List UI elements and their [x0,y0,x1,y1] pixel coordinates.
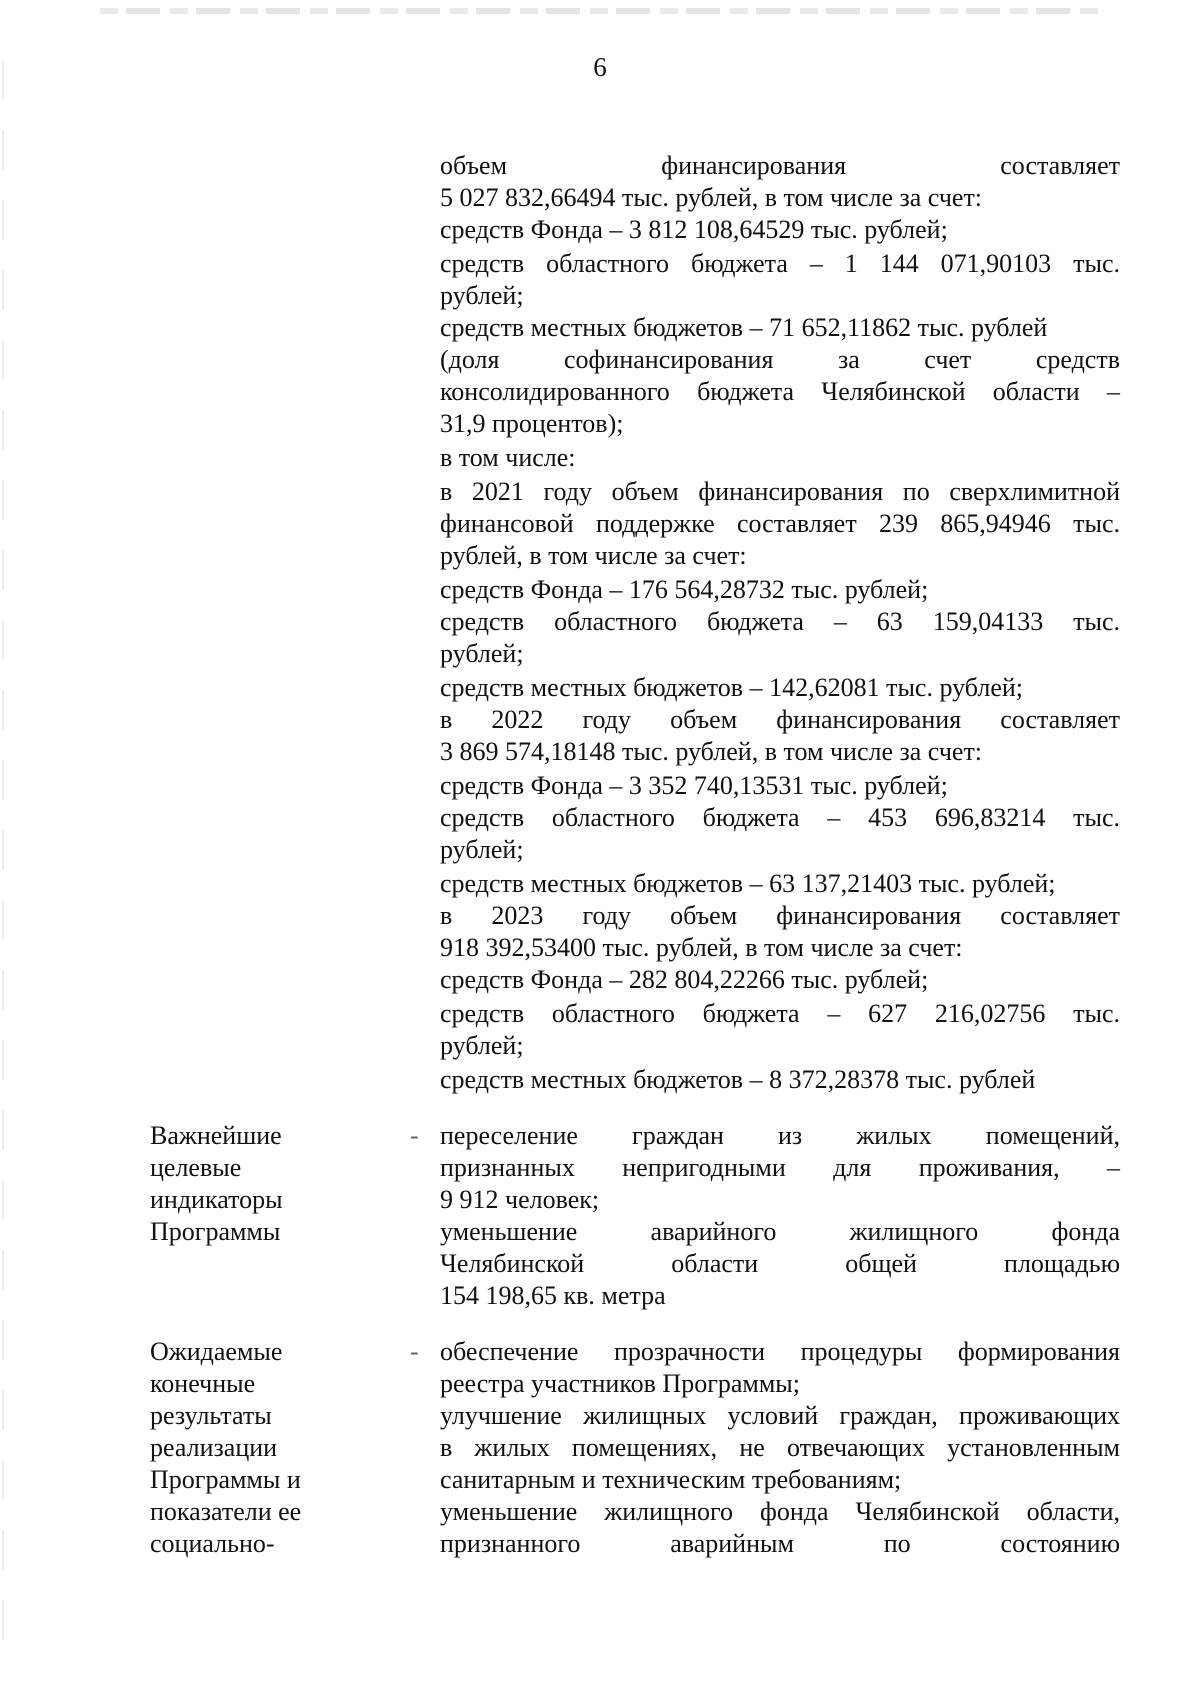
funding-line: 918 392,53400 тыс. рублей, в том числе за счет: [440,933,963,962]
funding-line: средств Фонда – 176 564,28732 тыс. рублей; [440,575,929,604]
funding-line: в 2023 году объем финансирования составляет [440,901,1120,930]
indicators-label-line: Важнейшие [150,1121,282,1150]
results-label-line: конечные [150,1369,256,1398]
funding-line: средств местных бюджетов – 63 137,21403 тыс. рублей; [440,869,1056,898]
funding-line: средств местных бюджетов – 142,62081 тыс. рублей; [440,673,1024,702]
funding-line: 31,9 процентов); [440,409,624,438]
funding-line: средств областного бюджета – 627 216,02756 тыс. [440,999,1120,1028]
indicators-line: признанных непригодными для проживания, – [440,1153,1120,1182]
results-label-line: результаты [150,1401,272,1430]
indicators-line: 9 912 человек; [440,1185,600,1214]
results-label-line: Программы и [150,1465,301,1494]
funding-line: средств Фонда – 282 804,22266 тыс. рублей; [440,965,929,994]
results-label-line: социально- [150,1529,275,1558]
results-line: в жилых помещениях, не отвечающих установленным [440,1433,1120,1462]
funding-line: финансовой поддержке составляет 239 865,94946 тыс. [440,509,1120,538]
funding-line: объем финансирования составляет [440,151,1120,180]
results-line: улучшение жилищных условий граждан, проживающих [440,1401,1120,1430]
indicators-line: 154 198,65 кв. метра [440,1281,666,1310]
results-label-line: показатели ее [150,1497,302,1526]
indicators-label-line: Программы [150,1217,281,1246]
funding-line: средств областного бюджета – 453 696,83214 тыс. [440,803,1120,832]
results-line: реестра участников Программы; [440,1369,801,1398]
funding-line: средств местных бюджетов – 71 652,11862 тыс. рублей [440,313,1048,342]
scan-edge-top [100,8,1100,14]
funding-line: средств Фонда – 3 812 108,64529 тыс. рублей; [440,215,948,244]
funding-line: средств областного бюджета – 63 159,04133 тыс. [440,607,1120,636]
funding-line: рублей; [440,835,524,864]
funding-line: в 2022 году объем финансирования составляет [440,705,1120,734]
funding-line: консолидированного бюджета Челябинской области – [440,377,1120,406]
funding-line: 3 869 574,18148 тыс. рублей, в том числе за счет: [440,737,983,766]
indicators-label-line: индикаторы [150,1185,283,1214]
results-label-line: реализации [150,1433,278,1462]
funding-line: средств местных бюджетов – 8 372,28378 тыс. рублей [440,1065,1036,1094]
page-number: 6 [593,52,607,82]
results-line: санитарным и техническим требованиям; [440,1465,902,1494]
results-dash: - [410,1337,419,1366]
results-line: уменьшение жилищного фонда Челябинской области, [440,1497,1120,1526]
funding-line: в том числе: [440,443,576,472]
funding-line: средств Фонда – 3 352 740,13531 тыс. рублей; [440,771,948,800]
results-label-line: Ожидаемые [150,1337,283,1366]
indicators-line: переселение граждан из жилых помещений, [440,1121,1120,1150]
results-line: обеспечение прозрачности процедуры формирования [440,1337,1120,1366]
funding-line: рублей; [440,1031,524,1060]
funding-line: 5 027 832,66494 тыс. рублей, в том числе за счет: [440,183,983,212]
funding-line: в 2021 году объем финансирования по сверхлимитной [440,477,1120,506]
indicators-label-line: целевые [150,1153,242,1182]
funding-line: рублей; [440,639,524,668]
indicators-line: уменьшение аварийного жилищного фонда [440,1217,1120,1246]
indicators-dash: - [410,1121,419,1150]
results-line: признанного аварийным по состоянию [440,1529,1120,1558]
funding-line: (доля софинансирования за счет средств [440,345,1120,374]
indicators-line: Челябинской области общей площадью [440,1249,1120,1278]
funding-line: средств областного бюджета – 1 144 071,90103 тыс. [440,249,1120,278]
funding-line: рублей; [440,281,524,310]
funding-line: рублей, в том числе за счет: [440,541,747,570]
scan-edge-left [2,60,4,1660]
